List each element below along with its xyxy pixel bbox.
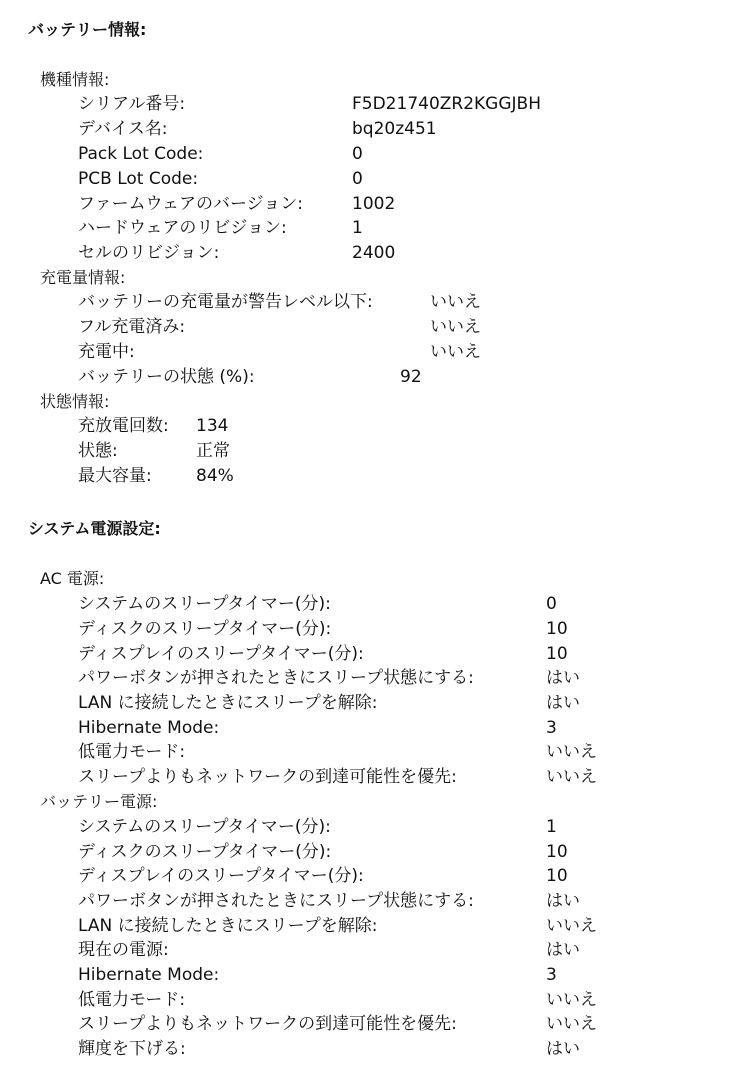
row-value: 0 [546, 594, 557, 614]
info-row [78, 317, 738, 339]
row-label: 充放電回数: [78, 416, 169, 436]
row-value: 2400 [352, 243, 396, 263]
row-label: システムのスリープタイマー(分): [78, 817, 331, 837]
info-row [78, 194, 738, 216]
row-label: フル充電済み: [78, 317, 186, 337]
info-row [78, 693, 738, 715]
row-value: F5D21740ZR2KGGJBH [352, 94, 541, 114]
info-row [78, 817, 738, 839]
row-value: はい [546, 940, 580, 960]
row-label: 最大容量: [78, 466, 152, 486]
status-info-label: 状態情報: [40, 392, 110, 411]
row-label: セルのリビジョン: [78, 243, 220, 263]
info-row [78, 466, 738, 488]
info-row [78, 842, 738, 864]
info-row [78, 619, 738, 641]
info-row [78, 940, 738, 962]
row-label: Hibernate Mode: [78, 718, 220, 738]
row-label: PCB Lot Code: [78, 169, 199, 189]
info-row [78, 1014, 738, 1036]
info-row [78, 644, 738, 666]
info-row [78, 367, 738, 389]
row-label: バッテリーの充電量が警告レベル以下: [78, 292, 373, 312]
row-value: いいえ [546, 1014, 597, 1034]
row-value: 10 [546, 644, 568, 664]
row-value: 10 [546, 619, 568, 639]
row-value: 1 [546, 817, 557, 837]
row-label: ハードウェアのリビジョン: [78, 218, 287, 238]
row-label: 状態: [78, 441, 118, 461]
info-row [78, 866, 738, 888]
info-row [78, 891, 738, 913]
row-value: はい [546, 891, 580, 911]
info-row [78, 594, 738, 616]
row-label: スリープよりもネットワークの到達可能性を優先: [78, 767, 457, 787]
row-label: Pack Lot Code: [78, 144, 204, 164]
info-row [78, 243, 738, 265]
row-value: 10 [546, 866, 568, 886]
info-row [78, 718, 738, 740]
row-value: いいえ [546, 767, 597, 787]
row-label: ファームウェアのバージョン: [78, 194, 304, 214]
info-row [78, 94, 738, 116]
info-row [78, 119, 738, 141]
row-value: 3 [546, 718, 557, 738]
row-label: Hibernate Mode: [78, 965, 220, 985]
row-value: いいえ [546, 990, 597, 1010]
row-label: 輝度を下げる: [78, 1039, 186, 1059]
info-row [78, 1039, 738, 1061]
row-label: システムのスリープタイマー(分): [78, 594, 331, 614]
info-row [78, 990, 738, 1012]
row-value: 84% [196, 466, 234, 486]
row-label: デバイス名: [78, 119, 168, 139]
row-label: パワーボタンが押されたときにスリープ状態にする: [78, 668, 474, 688]
info-row [78, 169, 738, 191]
power-settings-heading: システム電源設定: [28, 519, 161, 538]
battery-info-heading: バッテリー情報: [28, 20, 147, 39]
row-value: いいえ [430, 292, 481, 312]
info-row [78, 218, 738, 240]
row-label: ディスプレイのスリープタイマー(分): [78, 866, 364, 886]
row-value: 0 [352, 169, 363, 189]
row-value: はい [546, 1039, 580, 1059]
info-row [78, 342, 738, 364]
row-value: はい [546, 693, 580, 713]
ac-power-label: AC 電源: [40, 569, 105, 588]
row-label: 現在の電源: [78, 940, 169, 960]
row-label: LAN に接続したときにスリープを解除: [78, 916, 378, 936]
row-value: 正常 [196, 441, 230, 461]
row-label: パワーボタンが押されたときにスリープ状態にする: [78, 891, 474, 911]
row-value: いいえ [546, 916, 597, 936]
row-value: 92 [400, 367, 422, 387]
row-value: 134 [196, 416, 229, 436]
row-value: いいえ [430, 342, 481, 362]
info-row [78, 668, 738, 690]
info-row [78, 441, 738, 463]
info-row [78, 767, 738, 789]
row-value: 0 [352, 144, 363, 164]
row-label: スリープよりもネットワークの到達可能性を優先: [78, 1014, 457, 1034]
row-label: 充電中: [78, 342, 135, 362]
row-label: 低電力モード: [78, 990, 186, 1010]
row-value: いいえ [546, 742, 597, 762]
battery-power-label: バッテリー電源: [40, 792, 158, 811]
row-label: LAN に接続したときにスリープを解除: [78, 693, 378, 713]
model-info-label: 機種情報: [40, 70, 110, 89]
row-value: 10 [546, 842, 568, 862]
info-row [78, 742, 738, 764]
row-value: 1002 [352, 194, 396, 214]
info-row [78, 144, 738, 166]
row-label: ディスクのスリープタイマー(分): [78, 619, 332, 639]
row-label: バッテリーの状態 (%): [78, 367, 255, 387]
row-value: はい [546, 668, 580, 688]
info-row [78, 916, 738, 938]
charge-info-label: 充電量情報: [40, 268, 126, 287]
row-value: 1 [352, 218, 363, 238]
info-row [78, 292, 738, 314]
info-row [78, 416, 738, 438]
row-value: bq20z451 [352, 119, 437, 139]
row-value: いいえ [430, 317, 481, 337]
row-label: ディスクのスリープタイマー(分): [78, 842, 332, 862]
row-label: ディスプレイのスリープタイマー(分): [78, 644, 364, 664]
info-row [78, 965, 738, 987]
row-label: シリアル番号: [78, 94, 186, 114]
row-label: 低電力モード: [78, 742, 186, 762]
row-value: 3 [546, 965, 557, 985]
